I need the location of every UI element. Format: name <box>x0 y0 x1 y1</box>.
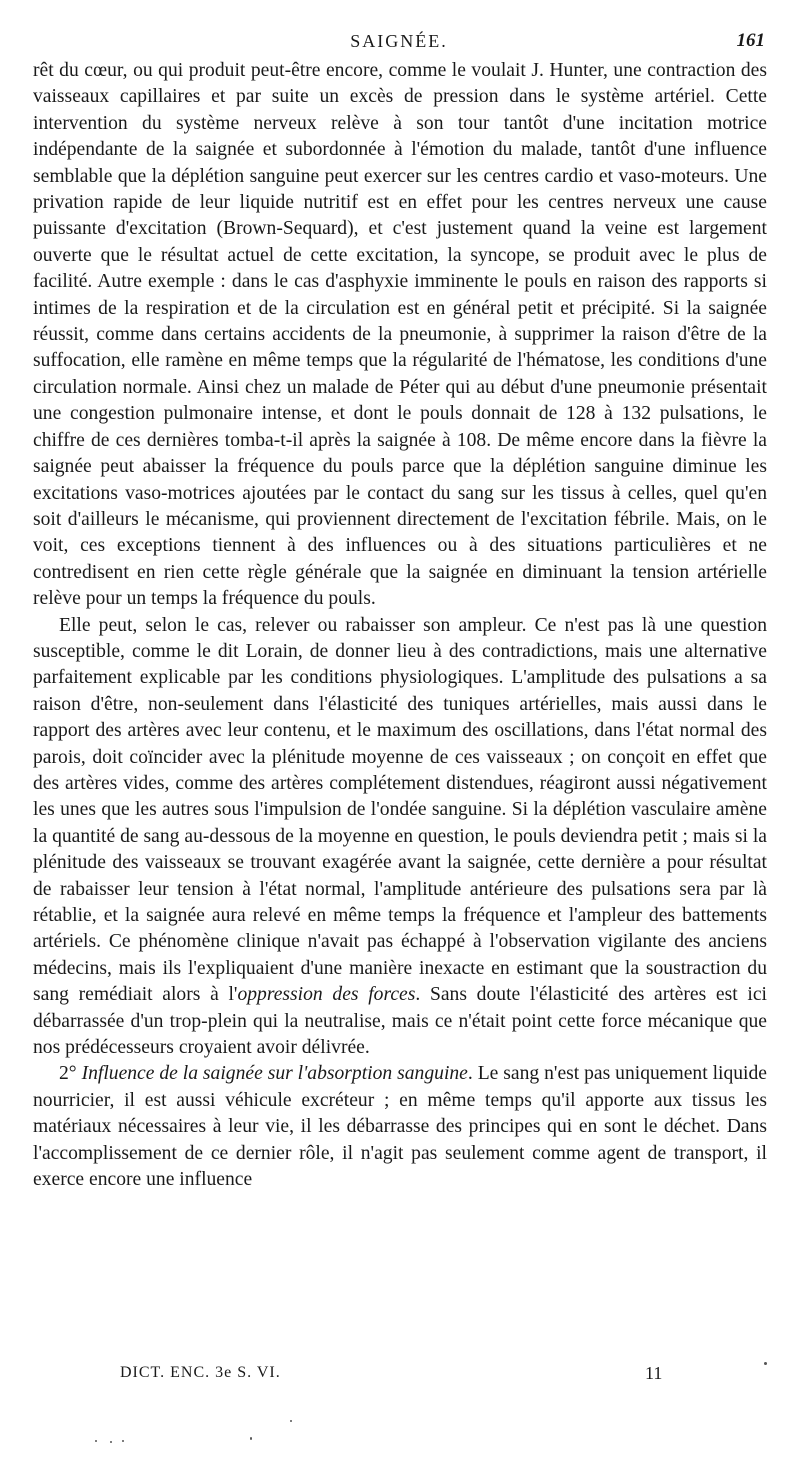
scan-speck <box>110 1441 112 1443</box>
scan-speck <box>290 1420 292 1422</box>
page-footer <box>95 1360 705 1386</box>
paragraph-3 <box>33 1061 767 1193</box>
folio-number: 11 <box>645 1363 663 1383</box>
running-title: SAIGNÉE. <box>350 31 448 51</box>
section-heading: Influence de la saignée sur l'absorption sanguine <box>81 1063 468 1085</box>
paragraph-1: rêt du cœur, ou qui produit peut-être encore, comme le voulait J. Hunter, une contraction des vaisseaux capillaires et par suite un excès de pression dans le système artériel. Cette intervention du système nerveux relève à son tour tantôt d'une incitation motrice indépendante de la saignée et subordonnée à l'émotion du malade, tantôt d'une influence semblable que la déplétion sanguine peut exercer sur les centres cardio et vaso-moteurs. Une privation rapide de leur liquide nutritif est en effet pour les centres nerveux une cause puissante d'excitation (Brown-Sequard), et c'est justement quand la veine est largement ouverte que le résultat actuel de cette excitation, la syncope, se produit avec le plus de facilité. Autre exemple : dans le cas d'asphyxie imminente le pouls en raison des rapports si intimes de la respiration et de la circulation est en général petit et précipité. Si la saignée réussit, comme dans certains accidents de la pneumonie, à supprimer la raison d'être de la suffocation, elle ramène en même temps que la régularité de l'hématose, les conditions d'une circulation normale. Ainsi chez un malade de Péter qui au début d'une pneumonie présentait une congestion pulmonaire intense, et dont le pouls donnait de 128 à 132 pulsations, le chiffre de ces dernières tomba-t-il après la saignée à 108. De même encore dans la fièvre la saignée peut abaisser la fréquence du pouls parce que la déplétion sanguine diminue les excitations vaso-motrices ajoutées par le contact du sang sur les tissus à celles, quel qu'en soit d'ailleurs le mécanisme, qui proviennent directement de l'excitation fébrile. Mais, on le voit, ces exceptions tiennent à des influences ou à des situations particulières et ne contredisent en rien cette règle générale que la saignée en diminuant la tension artérielle relève pour un temps la fréquence du pouls. <box>33 60 767 610</box>
page-number: 161 <box>736 30 765 51</box>
paragraph-2 <box>33 613 767 1062</box>
page-header <box>33 28 765 54</box>
scan-speck <box>95 1440 97 1442</box>
scan-speck <box>764 1362 767 1365</box>
section-number: 2° <box>59 1063 77 1085</box>
paragraph-2-italic-phrase: oppression des forces <box>237 984 416 1006</box>
body-text <box>33 58 767 1193</box>
paragraph-2-text: Elle peut, selon le cas, relever ou rabaisser son ampleur. Ce n'est pas là une question susceptible, comme le dit Lorain, de donner lieu à des contradictions, mais une alternative parfaitement explicable par les conditions physiologiques. L'amplitude des pulsations a sa raison d'être, non-seulement dans l'élasticité des tuniques artérielles, mais aussi dans le rapport des artères avec leur contenu, et le maximum des oscillations, dans l'état normal des parois, doit coïncider avec la plénitude moyenne de ces vaisseaux ; on conçoit en effet que des artères vides, comme des artères complétement distendues, réagiront aussi négativement les unes que les autres sous l'impulsion de l'ondée sanguine. Si la déplétion vasculaire amène la quantité de sang au-dessous de la moyenne en question, le pouls deviendra petit ; mais si la plénitude des vaisseaux se trouvant exagérée avant la saignée, cette dernière a pour résultat de rabaisser leur tension à l'état normal, l'amplitude antérieure des pulsations sera par là rétablie, et la saignée aura relevé en même temps la fréquence et l'ampleur des battements artériels. Ce phénomène clinique n'avait pas échappé à l'observation vigilante des anciens médecins, mais ils l'expliquaient d'une manière inexacte en estimant que la soustraction du sang remédiait alors à l' <box>33 614 767 1006</box>
signature-mark: DICT. ENC. 3e S. VI. <box>120 1364 281 1381</box>
paragraph-3-text: . Le sang n'est pas uniquement liquide nourricier, il est aussi véhicule excréteur ; en même temps qu'il apporte aux tissus les matériaux nécessaires à leur vie, il les débarrasse des principes qui en sont le déchet. Dans l'accomplissement de ce dernier rôle, il n'agit pas seulement comme agent de transport, il exerce encore une influence <box>33 1063 767 1191</box>
paragraph-2-end: . Sans doute l'élasticité des artères est ici débarrassée d'un trop-plein qui la neutralise, mais ce n'était point cette force mécanique que nos prédécesseurs croyaient avoir délivrée. <box>33 984 767 1059</box>
scan-speck <box>122 1440 124 1442</box>
scan-speck <box>250 1437 252 1440</box>
